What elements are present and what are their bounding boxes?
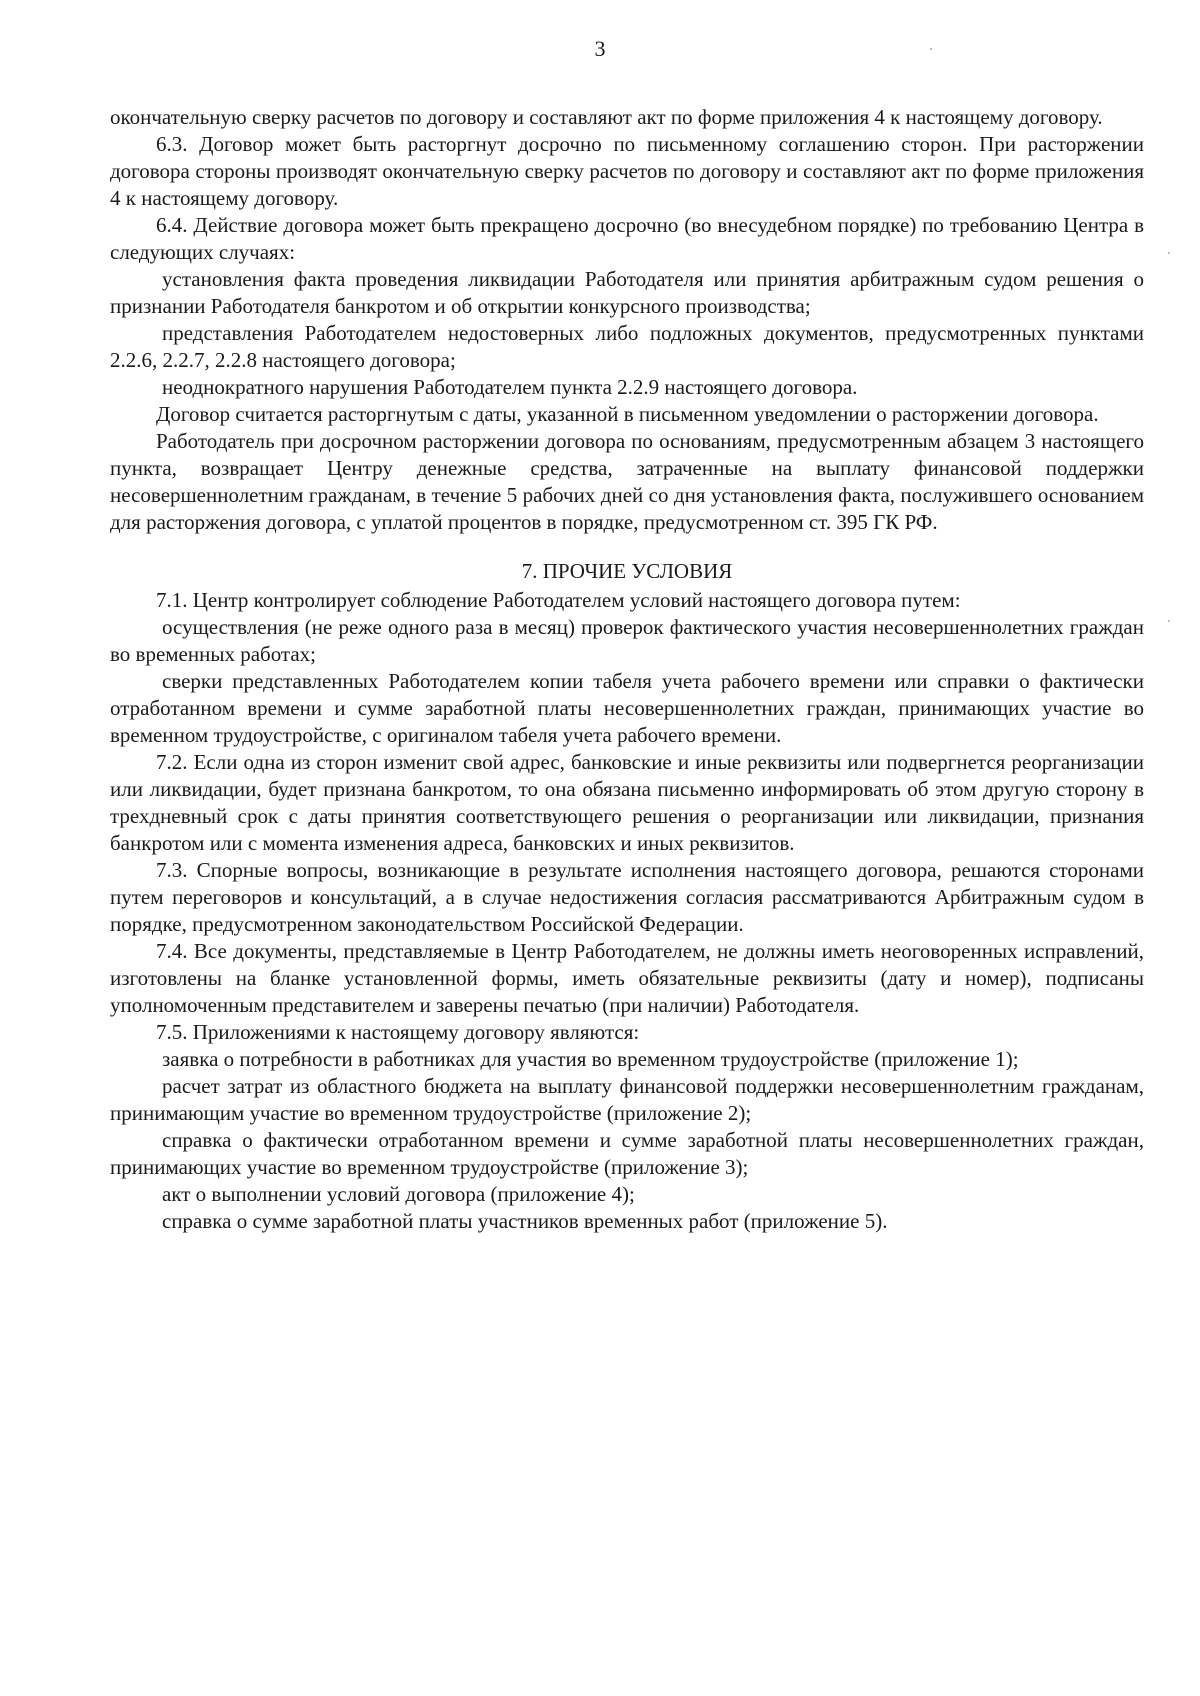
paragraph-6-4-case-liquidation: установления факта проведения ликвидации Работодателя или принятия арбитражным судом решения о признании Работодателя банкротом и об открытии конкурсного производства;: [110, 267, 1144, 318]
scan-speck: [1168, 620, 1170, 622]
paragraph-7-5: 7.5. Приложениями к настоящему договору являются:: [156, 1020, 640, 1044]
paragraph-7-2: 7.2. Если одна из сторон изменит свой адрес, банковские и иные реквизиты или подвергнется реорганизации или ликвидации, будет признана банкротом, то она обязана письменно информировать об этом другую сторону в трехдневный срок с даты принятия соответствующего решения о реорганизации или ликвидации, признания банкротом или с момента изменения адреса, банковских и иных реквизитов.: [110, 750, 1144, 855]
appendix-item-2: расчет затрат из областного бюджета на выплату финансовой поддержки несовершеннолетним гражданам, принимающим участие во временном трудоустройстве (приложение 2);: [110, 1074, 1144, 1125]
appendix-item-3: справка о фактически отработанном времени и сумме заработной платы несовершеннолетних граждан, принимающих участие во временном трудоустройстве (приложение 3);: [110, 1128, 1144, 1179]
paragraph-6-4: 6.4. Действие договора может быть прекращено досрочно (во внесудебном порядке) по требованию Центра в следующих случаях:: [110, 213, 1144, 264]
appendix-item-4: акт о выполнении условий договора (приложение 4);: [162, 1182, 635, 1206]
paragraph-7-1-inspections: осуществления (не реже одного раза в месяц) проверок фактического участия несовершеннолетних граждан во временных работах;: [110, 615, 1144, 666]
paragraph-6-4-refund: Работодатель при досрочном расторжении договора по основаниям, предусмотренным абзацем 3 настоящего пункта, возвращает Центру денежные средства, затраченные на выплату финансовой поддержки несовершеннолетним гражданам, в течение 5 рабочих дней со дня установления факта, послужившего основанием для расторжения договора, с уплатой процентов в порядке, предусмотренном ст. 395 ГК РФ.: [110, 429, 1144, 534]
paragraph-6-4-termination-date: Договор считается расторгнутым с даты, указанной в письменном уведомлении о расторжении договора.: [156, 402, 1099, 426]
section-title-7: 7. ПРОЧИЕ УСЛОВИЯ: [521, 559, 733, 583]
paragraph-6-2-continuation: окончательную сверку расчетов по договору и составляют акт по форме приложения 4 к настоящему договору.: [110, 105, 1103, 129]
scan-speck: [930, 48, 932, 50]
appendix-item-5: справка о сумме заработной платы участников временных работ (приложение 5).: [162, 1209, 888, 1233]
paragraph-6-4-case-violation: неоднократного нарушения Работодателем пункта 2.2.9 настоящего договора.: [162, 375, 858, 399]
paragraph-6-3: 6.3. Договор может быть расторгнут досрочно по письменному соглашению сторон. При расторжении договора стороны производят окончательную сверку расчетов по договору и составляют акт по форме приложения 4 к настоящему договору.: [110, 132, 1144, 210]
scan-speck: [1168, 252, 1170, 254]
appendix-item-1: заявка о потребности в работниках для участия во временном трудоустройстве (приложение 1);: [162, 1047, 1019, 1071]
page-number: 3: [594, 36, 606, 61]
paragraph-7-1-reconciliation: сверки представленных Работодателем копии табеля учета рабочего времени или справки о фактически отработанном времени и сумме заработной платы несовершеннолетних граждан, принимающих участие во временном трудоустройстве, с оригиналом табеля учета рабочего времени.: [110, 669, 1144, 747]
document-body: [110, 104, 1144, 1235]
paragraph-7-4: 7.4. Все документы, представляемые в Центр Работодателем, не должны иметь неоговоренных исправлений, изготовлены на бланке установленной формы, иметь обязательные реквизиты (дату и номер), подписаны уполномоченным представителем и заверены печатью (при наличии) Работодателя.: [110, 939, 1144, 1017]
paragraph-6-4-case-false-documents: представления Работодателем недостоверных либо подложных документов, предусмотренных пунктами 2.2.6, 2.2.7, 2.2.8 настоящего договора;: [110, 321, 1144, 372]
paragraph-7-3: 7.3. Спорные вопросы, возникающие в результате исполнения настоящего договора, решаются сторонами путем переговоров и консультаций, а в случае недостижения согласия рассматриваются Арбитражным судом в порядке, предусмотренном законодательством Российской Федерации.: [110, 858, 1144, 936]
paragraph-7-1: 7.1. Центр контролирует соблюдение Работодателем условий настоящего договора путем:: [156, 588, 961, 612]
